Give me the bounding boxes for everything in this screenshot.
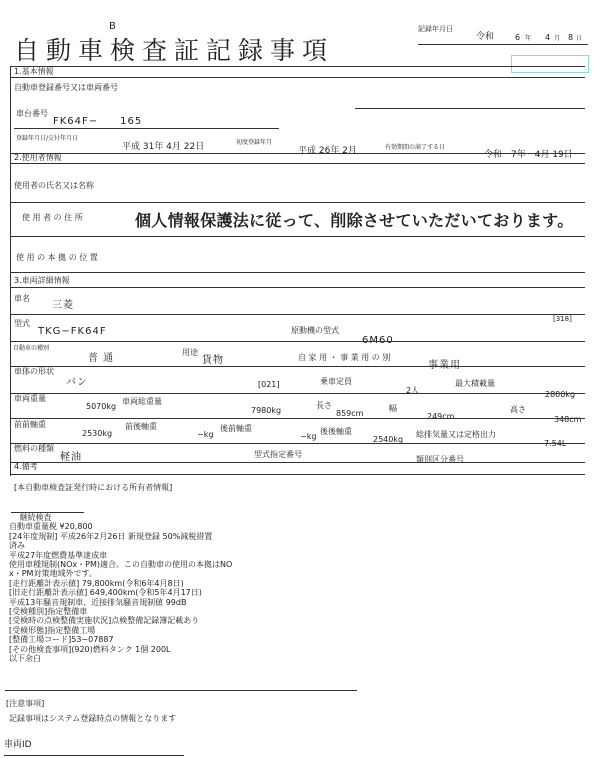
type-number-label: 型式指定番号 (254, 450, 302, 459)
section-divider (10, 462, 585, 463)
section-divider (10, 163, 585, 164)
gross-weight-value: 7980kg (251, 406, 282, 415)
kind-label: 自動車の種別 (13, 345, 50, 352)
owner-info-label: [本自動車検査証発行時における所有者情報] (14, 483, 173, 492)
month-unit: 月 (554, 35, 561, 42)
maker-label: 車名 (14, 294, 30, 303)
base-location-label: 使 用 の 本 拠 の 位 置 (16, 253, 98, 262)
row-divider (10, 393, 585, 394)
first-reg-value: 平成 31年 4月 22日 (122, 142, 205, 152)
remarks-text: 継続検査 自動車重量税 ¥20,800 [24年度規制] 平成26年2月26日 新規登録 50%減税措置 済み 平成27年度燃費基準達成車 使用車種規制(NOx・PM)適合。この自動車の使用の本拠はNO x・PM対策地域外です。 [走行距離計表示値] 79,800km(令和6年4月8日) [旧走行距離計表示値] 649,400km(令和5年4月17日) 平成13年騒音規制車、近接排気騒音規制値 99dB [受検種別]指定整備車 [受検時の点検整備実施状況]点検整備記録簿記載あり [受検形態]指定整備工場 [整備工場コード]53−07887 [その他検査事項](920)燃料タンク 1個 200L 以下余白 (9, 513, 233, 664)
body-value: バン (66, 377, 88, 388)
fuel-value: 軽油 (60, 452, 82, 463)
first-year-label: 初度登録年月 (236, 139, 273, 146)
record-date-day: 8 (568, 33, 574, 42)
code-318: [318] (553, 315, 572, 323)
capacity-value: 2人 (406, 386, 420, 395)
first-year-value: 平成 26年 2月 (298, 146, 357, 156)
record-date-underline (418, 44, 588, 45)
gross-weight-label: 車両総重量 (122, 397, 162, 406)
private-business-value: 事業用 (428, 360, 461, 371)
length-value: 859cm (336, 409, 364, 418)
section-divider (10, 66, 585, 67)
section-divider (10, 474, 585, 475)
row-divider (10, 314, 585, 315)
use-value: 貨物 (202, 355, 224, 366)
body-code: [021] (258, 380, 280, 389)
fr-axle-label: 前後軸重 (125, 422, 157, 431)
body-label: 車体の形状 (14, 367, 54, 376)
rf-axle-label: 後前軸重 (220, 424, 252, 433)
class-number-label: 類別区分番号 (416, 455, 464, 464)
model-label: 型式 (14, 319, 30, 328)
engine-value: 6M60 (362, 335, 394, 346)
height-value: 348cm (554, 415, 582, 424)
row-divider (10, 202, 585, 203)
section-vehicle: 3.車両詳細情報 (14, 276, 70, 285)
first-reg-label: 登録年月日/交付年月日 (16, 135, 79, 142)
max-load-label: 最大積載量 (455, 379, 495, 388)
width-label: 幅 (389, 404, 397, 413)
width-value: 249cm (427, 412, 455, 421)
notes-label: [注意事項] (6, 699, 45, 708)
section-divider (10, 77, 585, 78)
capacity-label: 乗車定員 (320, 377, 352, 386)
row-divider (10, 236, 585, 237)
user-address-label: 使 用 者 の 住 所 (22, 213, 83, 222)
chassis-label: 車台番号 (16, 109, 48, 118)
maker-value: 三菱 (52, 300, 74, 311)
left-border (10, 66, 11, 476)
record-date-year: 6 (515, 33, 521, 42)
day-unit: 日 (576, 35, 583, 42)
kind-value: 普 通 (88, 353, 115, 364)
chassis-underline (14, 128, 279, 129)
rf-axle-value: −kg (300, 432, 317, 441)
year-unit: 年 (525, 35, 532, 42)
vehicle-id-underline (4, 755, 184, 756)
user-name-label: 使用者の氏名又は名称 (14, 181, 94, 190)
section-user: 2.使用者情報 (14, 153, 62, 162)
record-date-label: 記録年月日 (418, 25, 453, 33)
displacement-value: 7.54L (544, 439, 567, 448)
reg-number-label: 自動車登録番号又は車両番号 (14, 83, 118, 92)
vehicle-id-label: 車両ID (4, 740, 32, 750)
row-divider (10, 366, 585, 367)
reg-underline (355, 108, 585, 109)
chassis-value: FK64F− 165 (53, 116, 143, 127)
private-business-label: 自 家 用 ・ 事 業 用 の 別 (298, 353, 391, 362)
fuel-label: 燃料の種類 (14, 444, 54, 453)
privacy-notice: 個人情報保護法に従って、削除させていただいております。 (135, 211, 574, 230)
expiry-value: 令和 7年 4月 19日 (484, 150, 573, 160)
rr-axle-value: 2540kg (373, 435, 404, 444)
weight-label: 車両重量 (14, 394, 46, 403)
weight-value: 5070kg (86, 402, 117, 411)
section-divider (10, 153, 585, 154)
section-basic: 1.基本情報 (14, 67, 54, 76)
section-divider (10, 272, 585, 273)
rr-axle-label: 後後軸重 (320, 427, 352, 436)
record-date-month: 4 (545, 33, 551, 42)
record-date-era: 令和 (476, 32, 495, 42)
use-label: 用途 (182, 348, 198, 357)
engine-label: 原動機の型式 (291, 326, 339, 335)
max-load-value: 2800kg (545, 390, 576, 399)
ff-axle-value: 2530kg (82, 429, 113, 438)
section-remarks: 4.備考 (14, 462, 38, 471)
fr-axle-value: −kg (197, 430, 214, 439)
height-label: 高さ (510, 405, 526, 414)
bottom-divider (5, 690, 357, 691)
stamp-box (511, 55, 589, 73)
length-label: 長さ (316, 401, 332, 410)
row-divider (10, 418, 585, 419)
expiry-label: 有効期間の満了する日 (385, 144, 446, 151)
notes-text: 記録事項はシステム登録時点の情報となります (9, 714, 177, 723)
model-value: TKG−FK64F (38, 326, 107, 337)
row-divider (10, 341, 585, 342)
ff-axle-label: 前前軸重 (14, 420, 46, 429)
section-divider (10, 287, 585, 288)
page-title: 自動車検査証記録事項 (14, 36, 335, 65)
b-mark: B (109, 21, 116, 32)
row-divider (10, 443, 585, 444)
displacement-label: 総排気量又は定格出力 (416, 430, 496, 439)
